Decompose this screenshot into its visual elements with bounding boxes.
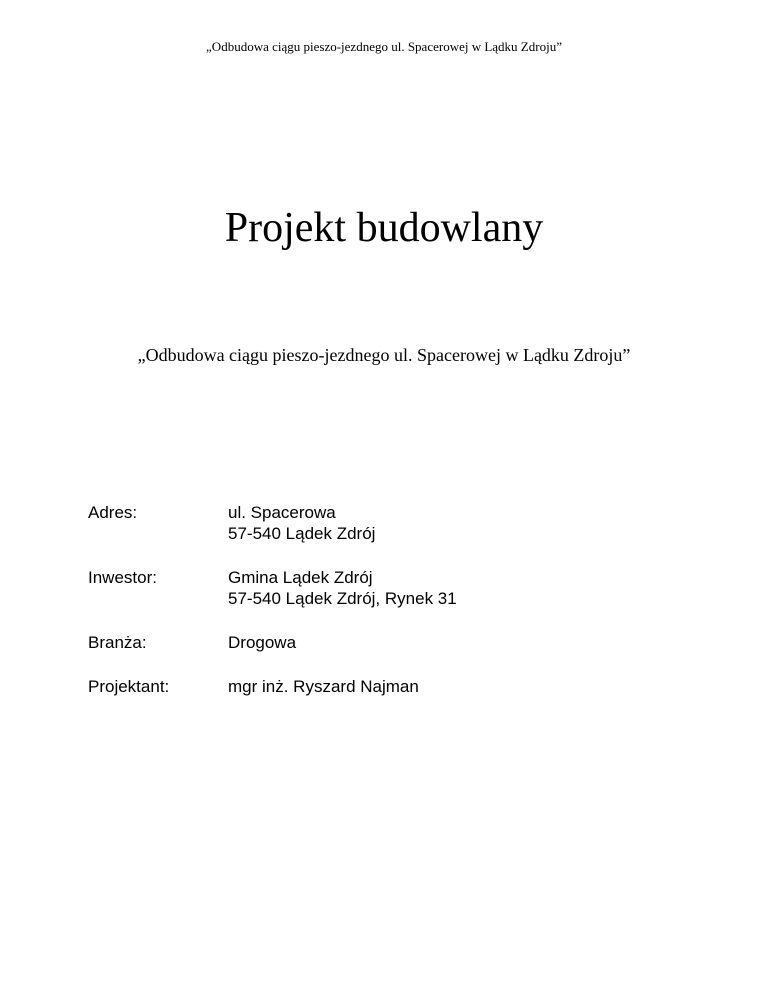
detail-row-designer [88, 676, 688, 697]
detail-row-investor [88, 567, 688, 609]
detail-row-address [88, 502, 688, 544]
detail-value [228, 632, 688, 653]
detail-label: Adres: [88, 503, 138, 522]
detail-value-line: mgr inż. Ryszard Najman [228, 677, 419, 696]
running-header: „Odbudowa ciągu pieszo-jezdnego ul. Spacerowej w Lądku Zdroju” [206, 39, 562, 54]
project-details [88, 502, 688, 720]
document-subtitle: „Odbudowa ciągu pieszo-jezdnego ul. Spacerowej w Lądku Zdroju” [137, 345, 631, 365]
detail-label: Inwestor: [88, 568, 157, 587]
document-title: Projekt budowlany [224, 205, 544, 251]
detail-value [228, 676, 688, 697]
detail-value [228, 567, 688, 609]
detail-value-line: 57-540 Lądek Zdrój, Rynek 31 [228, 589, 457, 608]
detail-label: Branża: [88, 633, 147, 652]
detail-value-line: ul. Spacerowa [228, 503, 336, 522]
detail-row-discipline [88, 632, 688, 653]
detail-value-line: Drogowa [228, 633, 297, 652]
detail-value-line: Gmina Lądek Zdrój [228, 568, 373, 587]
detail-value-line: 57-540 Lądek Zdrój [228, 524, 376, 543]
detail-label: Projektant: [88, 677, 170, 696]
detail-value [228, 502, 688, 544]
